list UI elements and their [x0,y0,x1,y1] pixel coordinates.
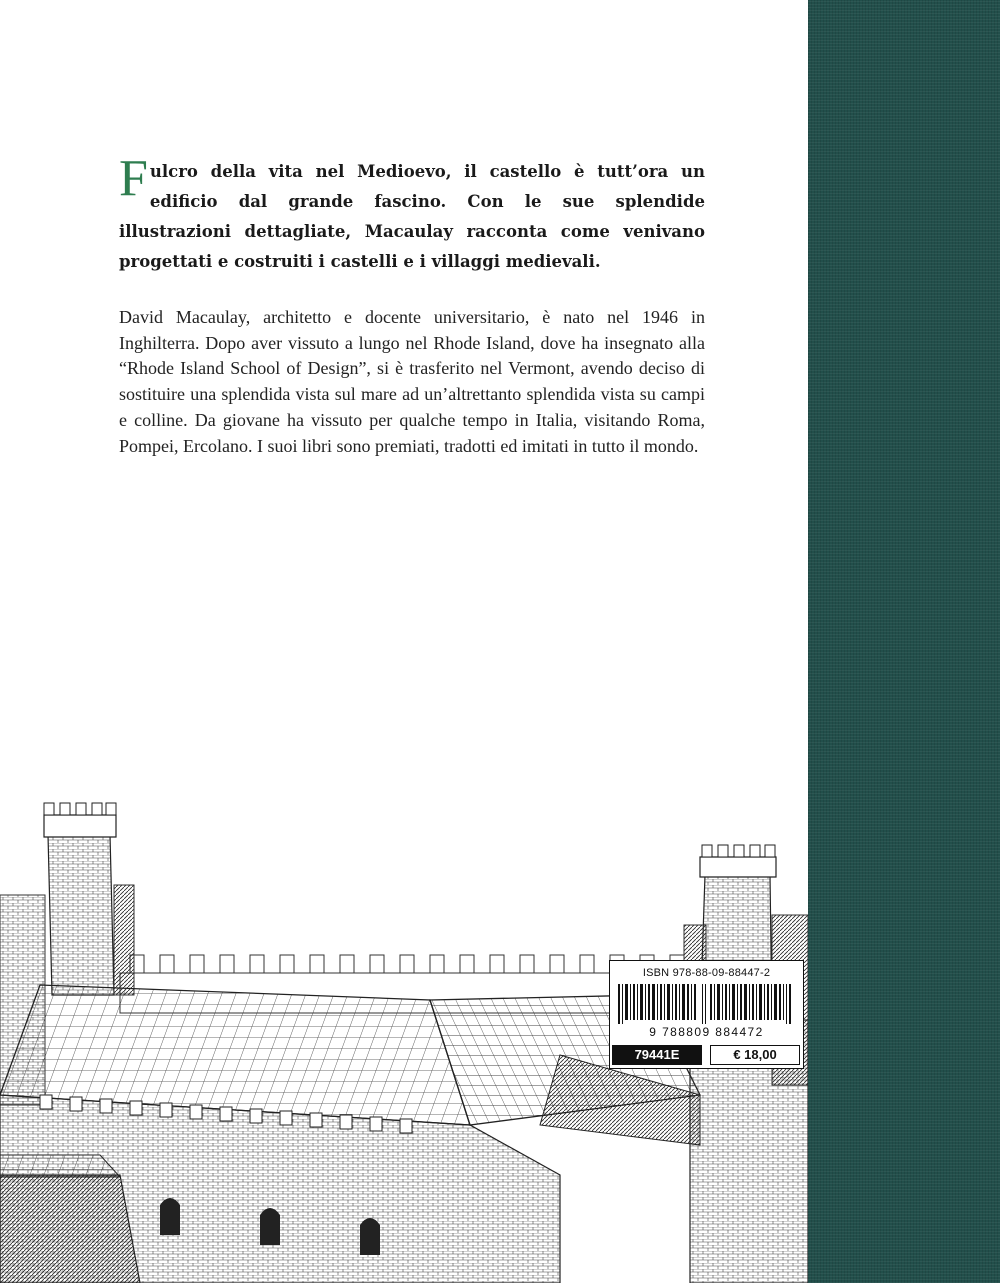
barcode-digits: 9 788809 884472 [649,1025,764,1039]
price: € 18,00 [710,1045,800,1065]
author-bio: David Macaulay, architetto e docente universitario, è nato nel 1946 in Inghilterra. Dopo aver vissuto a lungo nel Rhode Island, dove ha insegnato alla “Rhode Island School of Design”, si è trasferito nel Vermont, avendo deciso di sostituire una splendida vista sul mare ad un’altrettanto splendida vista su campi e colline. Da giovane ha vissuto per qualche tempo in Italia, visitando Roma, Pompei, Ercolano. I suoi libri sono premiati, tradotti ed imitati in tutto il mondo. [119,307,705,456]
isbn-text: ISBN 978-88-09-88447-2 [642,967,771,979]
cloth-spine [808,0,1000,1283]
barcode-bars [618,984,795,1024]
product-code: 79441E [612,1045,702,1065]
barcode-label [609,960,804,1069]
lead-paragraph [119,150,705,277]
drop-cap: F [119,150,148,207]
lead-text: ulcro della vita nel Medioevo, il castello è tutt’ora un edificio dal grande fascino. Con le sue splendide illustrazioni dettagliate, Macaulay racconta come venivano progettati e costruiti i castelli e i villaggi medievali. [119,162,705,271]
